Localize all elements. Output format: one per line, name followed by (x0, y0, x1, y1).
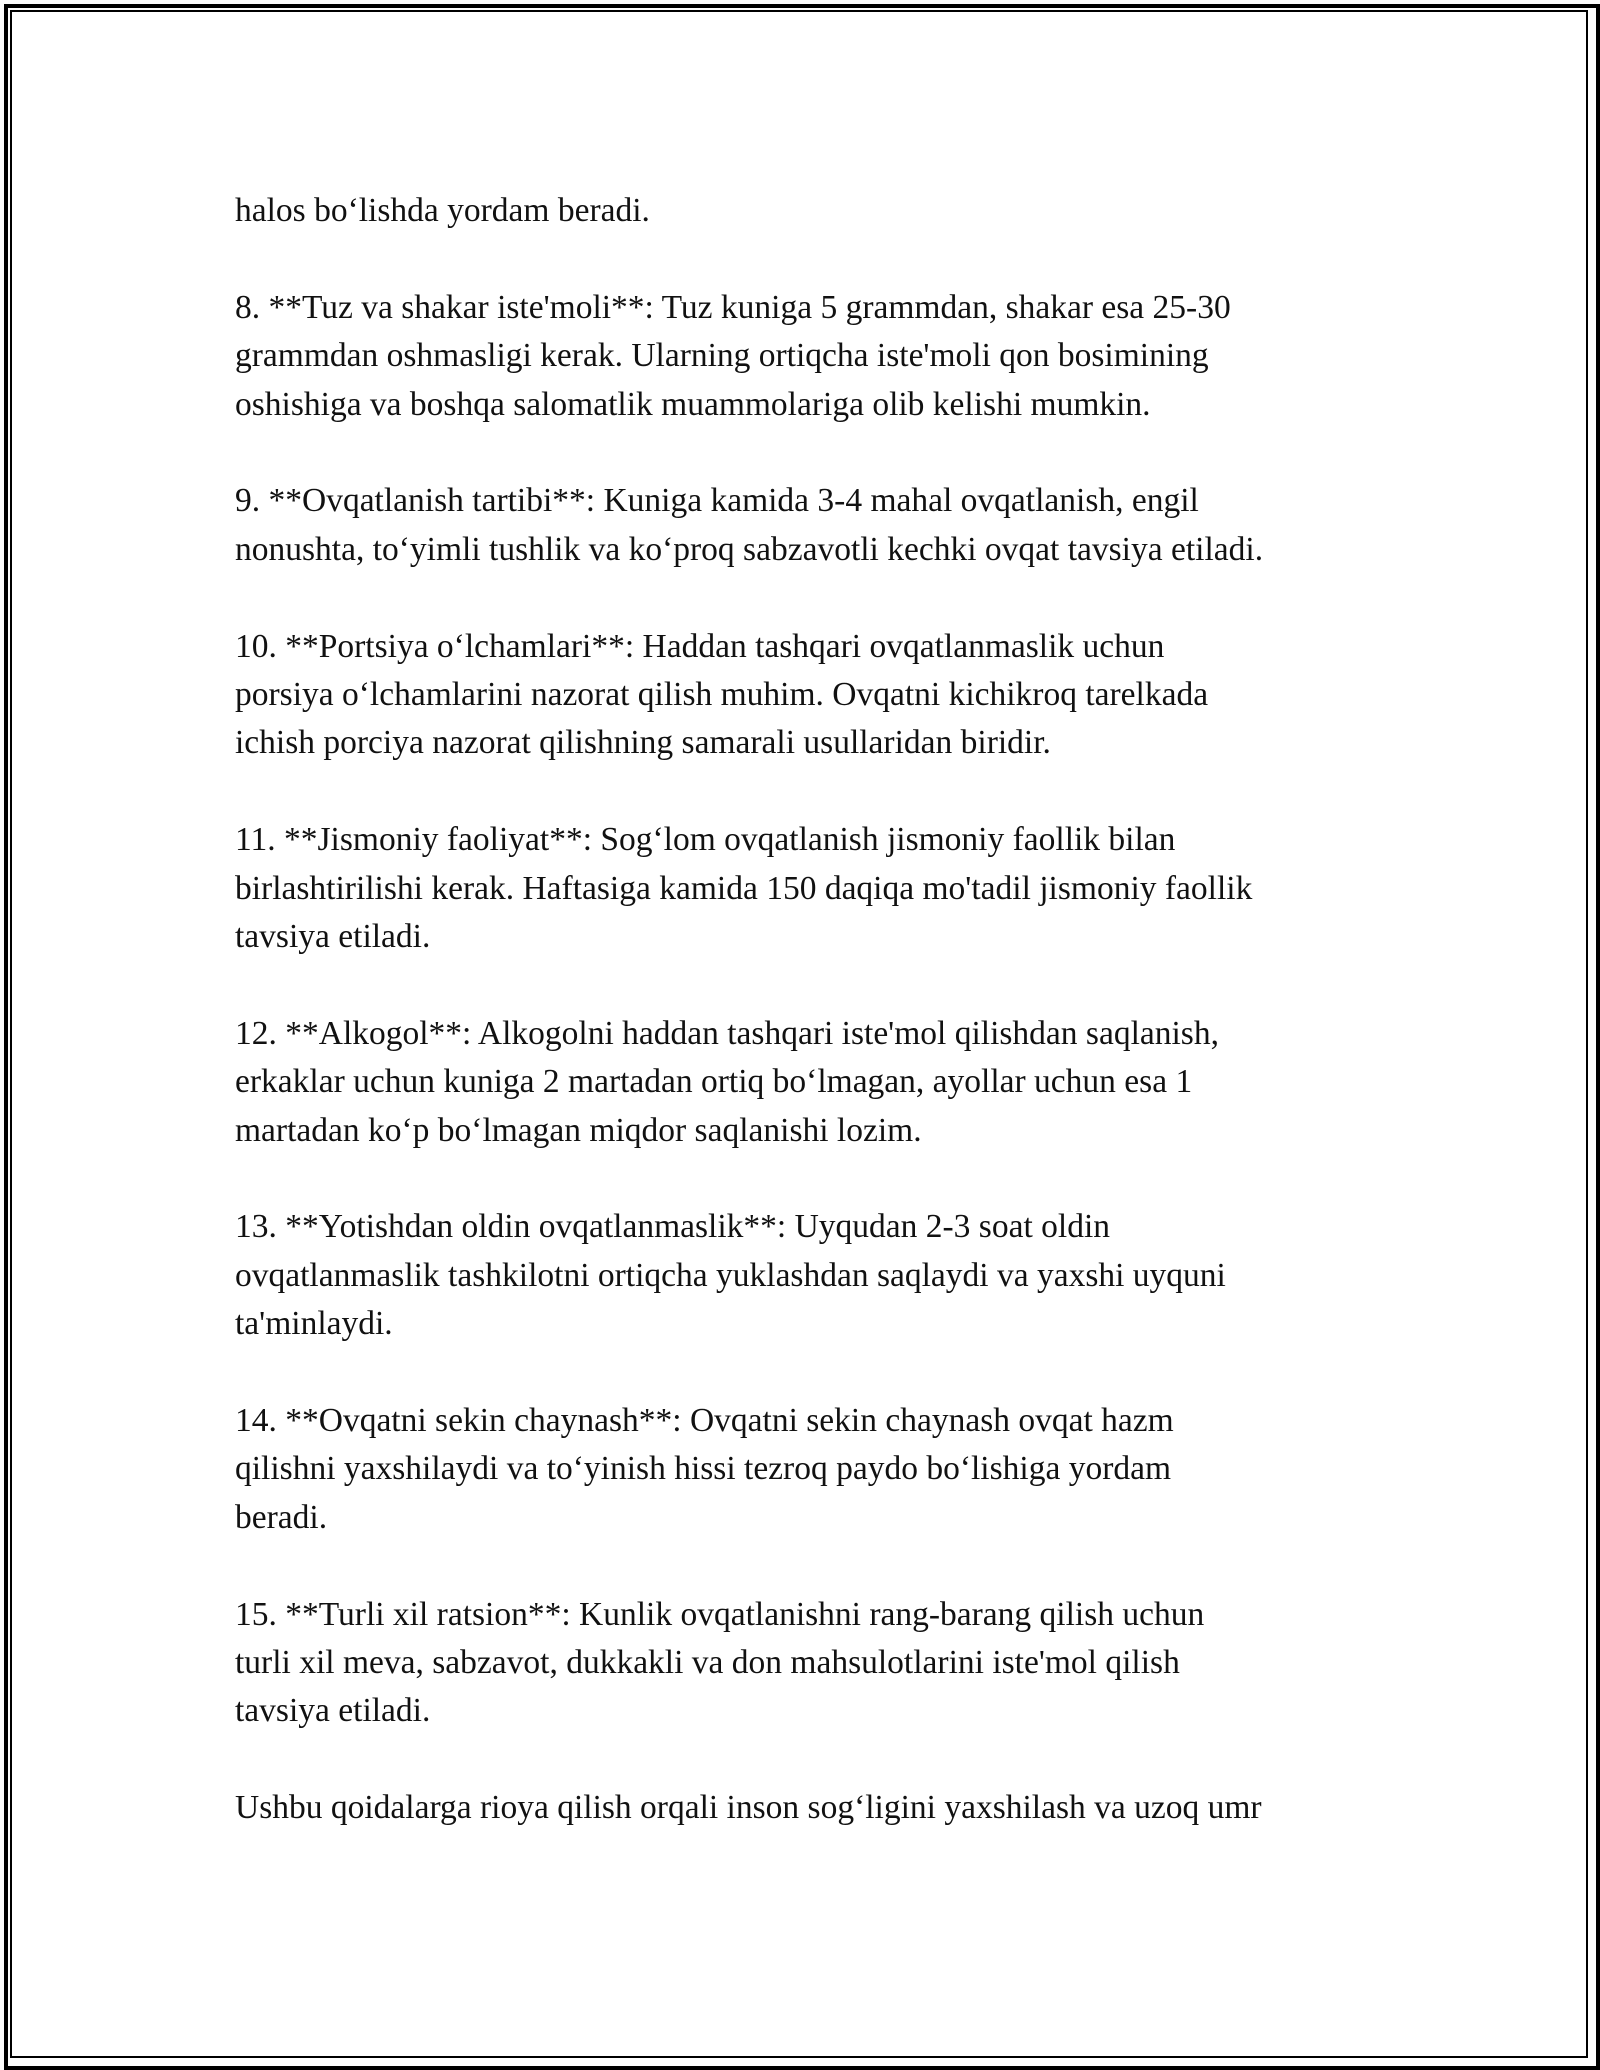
text-line: 14. **Ovqatni sekin chaynash**: Ovqatni sekin chaynash ovqat hazm (235, 1402, 1174, 1440)
text-line: martadan ko‘p bo‘lmagan miqdor saqlanishi lozim. (235, 1111, 922, 1149)
paragraph-item-9 (235, 477, 1435, 574)
paragraph-conclusion (235, 1784, 1435, 1832)
text-line: grammdan oshmasligi kerak. Ularning ortiqcha iste'moli qon bosimining (235, 337, 1209, 375)
text-line: nonushta, to‘yimli tushlik va ko‘proq sabzavotli kechki ovqat tavsiya etiladi. (235, 530, 1264, 568)
text-line: tavsiya etiladi. (235, 918, 431, 956)
text-line: 10. **Portsiya o‘lchamlari**: Haddan tashqari ovqatlanmaslik uchun (235, 627, 1165, 665)
paragraph-item-8 (235, 284, 1435, 429)
paragraph-intro-continuation (235, 187, 1435, 235)
paragraph-item-11 (235, 816, 1435, 961)
text-line: 13. **Yotishdan oldin ovqatlanmaslik**: Uyqudan 2-3 soat oldin (235, 1208, 1111, 1246)
text-line: birlashtirilishi kerak. Haftasiga kamida 150 daqiqa mo'tadil jismoniy faollik (235, 869, 1253, 907)
text-line: 15. **Turli xil ratsion**: Kunlik ovqatlanishni rang-barang qilish uchun (235, 1595, 1205, 1633)
text-line: 12. **Alkogol**: Alkogolni haddan tashqari iste'mol qilishdan saqlanish, (235, 1014, 1219, 1052)
text-line: turli xil meva, sabzavot, dukkakli va don mahsulotlarini iste'mol qilish (235, 1644, 1180, 1682)
paragraph-item-10 (235, 623, 1435, 768)
text-line: tavsiya etiladi. (235, 1692, 431, 1730)
text-line: 9. **Ovqatlanish tartibi**: Kuniga kamida 3-4 mahal ovqatlanish, engil (235, 482, 1199, 520)
paragraph-item-14 (235, 1397, 1435, 1542)
text-line: porsiya o‘lchamlarini nazorat qilish muhim. Ovqatni kichikroq tarelkada (235, 676, 1209, 714)
text-line: ovqatlanmaslik tashkilotni ortiqcha yuklashdan saqlaydi va yaxshi uyquni (235, 1256, 1226, 1294)
paragraph-item-12 (235, 1010, 1435, 1155)
text-line: halos bo‘lishda yordam beradi. (235, 192, 650, 229)
text-line: ta'minlaydi. (235, 1305, 393, 1343)
text-line: qilishni yaxshilaydi va to‘yinish hissi tezroq paydo bo‘lishiga yordam (235, 1450, 1172, 1488)
text-line: erkaklar uchun kuniga 2 martadan ortiq bo‘lmagan, ayollar uchun esa 1 (235, 1063, 1193, 1101)
text-line: 11. **Jismoniy faoliyat**: Sog‘lom ovqatlanish jismoniy faollik bilan (235, 821, 1176, 859)
document-body (235, 187, 1435, 1881)
text-line: ichish porciya nazorat qilishning samarali usullaridan biridir. (235, 724, 1051, 762)
paragraph-item-13 (235, 1203, 1435, 1348)
text-line: Ushbu qoidalarga rioya qilish orqali inson sog‘ligini yaxshilash va uzoq umr (235, 1789, 1262, 1827)
paragraph-item-15 (235, 1591, 1435, 1736)
text-line: 8. **Tuz va shakar iste'moli**: Tuz kuniga 5 grammdan, shakar esa 25-30 (235, 288, 1231, 326)
text-line: oshishiga va boshqa salomatlik muammolariga olib kelishi mumkin. (235, 385, 1151, 423)
text-line: beradi. (235, 1498, 328, 1536)
